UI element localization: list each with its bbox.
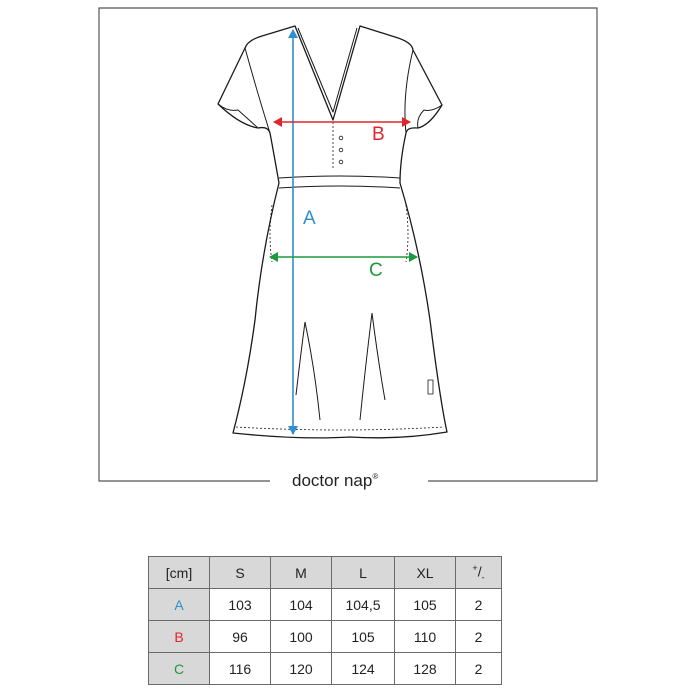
- label-a: A: [303, 208, 316, 229]
- table-cell: 124: [332, 653, 395, 685]
- tolerance-header: $^+/_-$: [456, 557, 502, 589]
- brand-name: doctor nap®: [292, 471, 379, 490]
- table-cell: 128: [395, 653, 456, 685]
- size-table: [148, 556, 502, 685]
- row-label-c: C: [149, 653, 210, 685]
- table-cell: 105: [395, 589, 456, 621]
- dress-outline: [218, 26, 447, 438]
- size-header-m: M: [271, 557, 332, 589]
- table-cell: 104,5: [332, 589, 395, 621]
- row-label-a: A: [149, 589, 210, 621]
- label-c: C: [369, 260, 383, 281]
- table-cell: 104: [271, 589, 332, 621]
- diagram-frame: [99, 8, 597, 481]
- table-cell: 100: [271, 621, 332, 653]
- size-header-xl: XL: [395, 557, 456, 589]
- table-row: [149, 589, 502, 621]
- corner-cell: [cm]: [149, 557, 210, 589]
- row-label-b: B: [149, 621, 210, 653]
- label-b: B: [372, 124, 385, 145]
- table-cell: 116: [210, 653, 271, 685]
- size-header-s: S: [210, 557, 271, 589]
- table-row: [149, 621, 502, 653]
- table-cell: 120: [271, 653, 332, 685]
- table-cell: 96: [210, 621, 271, 653]
- table-cell: 105: [332, 621, 395, 653]
- size-header-l: L: [332, 557, 395, 589]
- table-cell: 2: [456, 589, 502, 621]
- table-cell: 103: [210, 589, 271, 621]
- table-cell: 2: [456, 653, 502, 685]
- table-row: [149, 653, 502, 685]
- size-table-header: [149, 557, 502, 589]
- table-cell: 110: [395, 621, 456, 653]
- table-cell: 2: [456, 621, 502, 653]
